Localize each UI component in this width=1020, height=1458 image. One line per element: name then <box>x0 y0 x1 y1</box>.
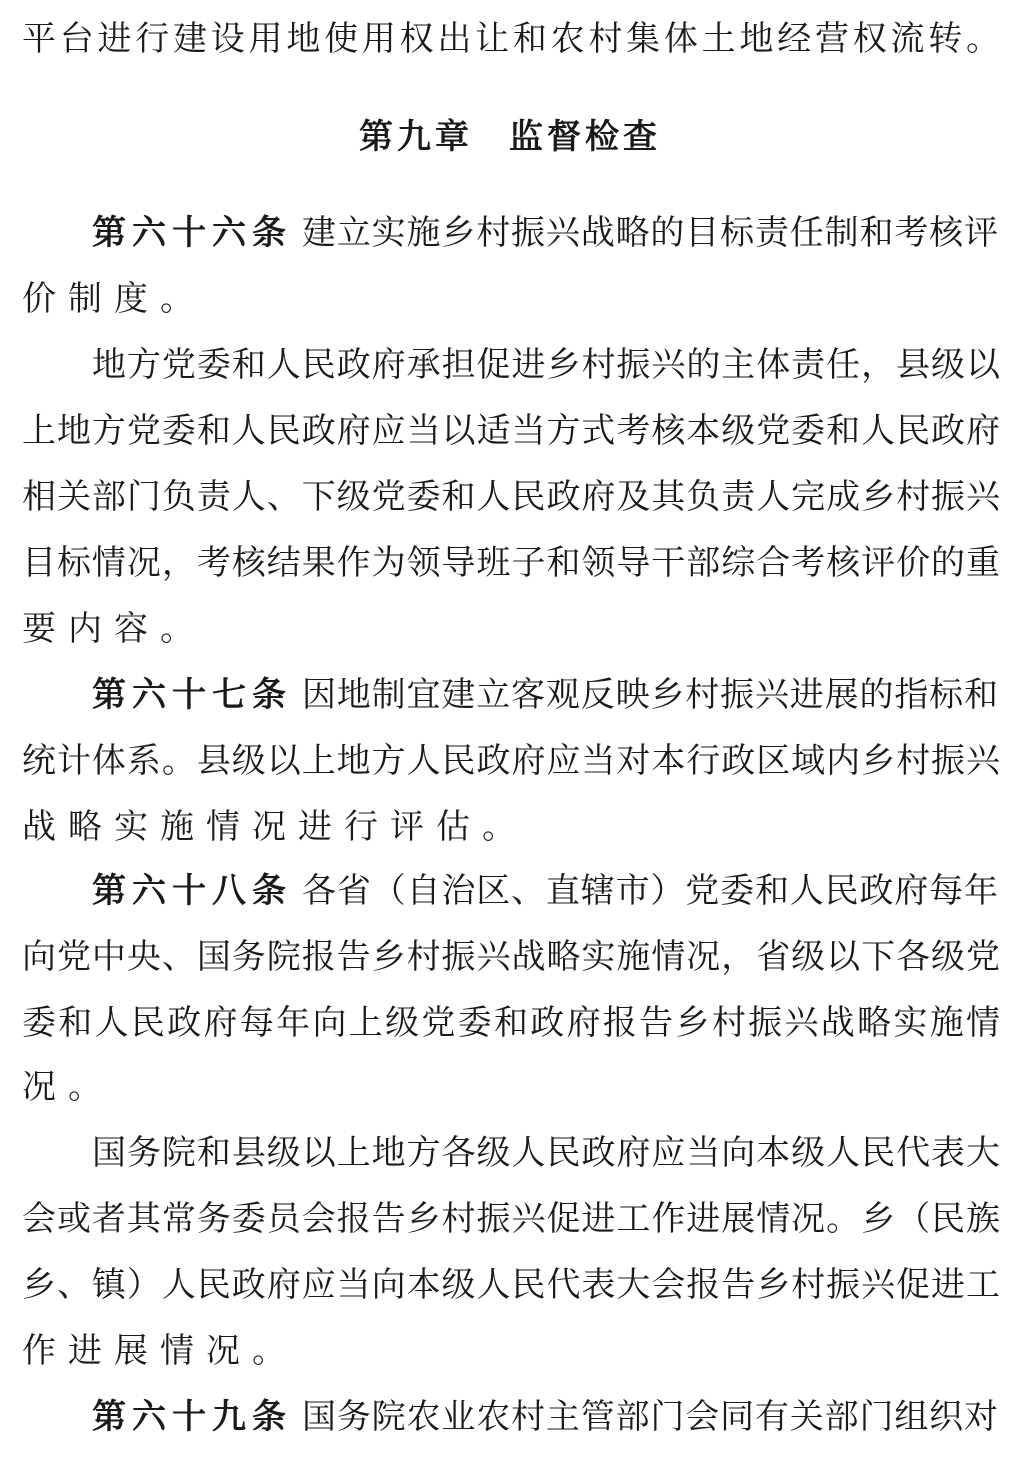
chapter-title: 监督检查 <box>509 117 661 157</box>
article-67-text-1: 因地制宜建立客观反映乡村振兴进展的指标和 <box>302 675 998 715</box>
article-69-label: 第六十九条 <box>92 1397 292 1437</box>
article-68-p2-line-1: 国务院和县级以上地方各级人民政府应当向本级人民代表大 <box>92 1133 1000 1173</box>
article-68-text-3: 委和人民政府每年向上级党委和政府报告乡村振兴战略实施情 <box>22 1003 1000 1043</box>
article-67-first-line <box>92 670 1000 720</box>
article-66-text-1: 建立实施乡村振兴战略的目标责任制和考核评 <box>302 213 998 253</box>
article-66-label: 第六十六条 <box>92 213 292 253</box>
article-68-first-line <box>92 866 1000 916</box>
article-69-text-1: 国务院农业农村主管部门会同有关部门组织对 <box>302 1397 998 1437</box>
chapter-heading <box>0 112 1020 162</box>
intro-line: 平台进行建设用地使用权出让和农村集体土地经营权流转。 <box>22 19 1000 59</box>
article-68-label: 第六十八条 <box>92 871 292 911</box>
article-68-p2-line-2: 会或者其常务委员会报告乡村振兴促进工作进展情况。乡（民族 <box>22 1199 1000 1239</box>
article-66-p2-line-1: 地方党委和人民政府承担促进乡村振兴的主体责任，县级以 <box>92 345 1000 385</box>
article-67-label: 第六十七条 <box>92 675 292 715</box>
article-68-text-4: 况。 <box>22 1067 114 1107</box>
article-66-p2-line-4: 目标情况，考核结果作为领导班子和领导干部综合考核评价的重 <box>22 543 1000 583</box>
article-66-p2-line-5: 要内容。 <box>22 609 206 649</box>
article-68-p2-line-3: 乡、镇）人民政府应当向本级人民代表大会报告乡村振兴促进工 <box>22 1265 1000 1305</box>
article-66-text-2: 价制度。 <box>22 279 206 319</box>
article-68-p2-line-4: 作进展情况。 <box>22 1331 298 1371</box>
article-66-p2-line-3: 相关部门负责人、下级党委和人民政府及其负责人完成乡村振兴 <box>22 477 1000 517</box>
article-66-p2-line-2: 上地方党委和人民政府应当以适当方式考核本级党委和人民政府 <box>22 411 1000 451</box>
chapter-number: 第九章 <box>359 117 473 157</box>
article-66-first-line <box>92 208 1000 258</box>
article-67-text-3: 战略实施情况进行评估。 <box>22 807 528 847</box>
article-67-text-2: 统计体系。县级以上地方人民政府应当对本行政区域内乡村振兴 <box>22 741 1000 781</box>
article-69-first-line <box>92 1392 1000 1442</box>
article-68-text-2: 向党中央、国务院报告乡村振兴战略实施情况，省级以下各级党 <box>22 937 1000 977</box>
article-68-text-1: 各省（自治区、直辖市）党委和人民政府每年 <box>302 871 998 911</box>
